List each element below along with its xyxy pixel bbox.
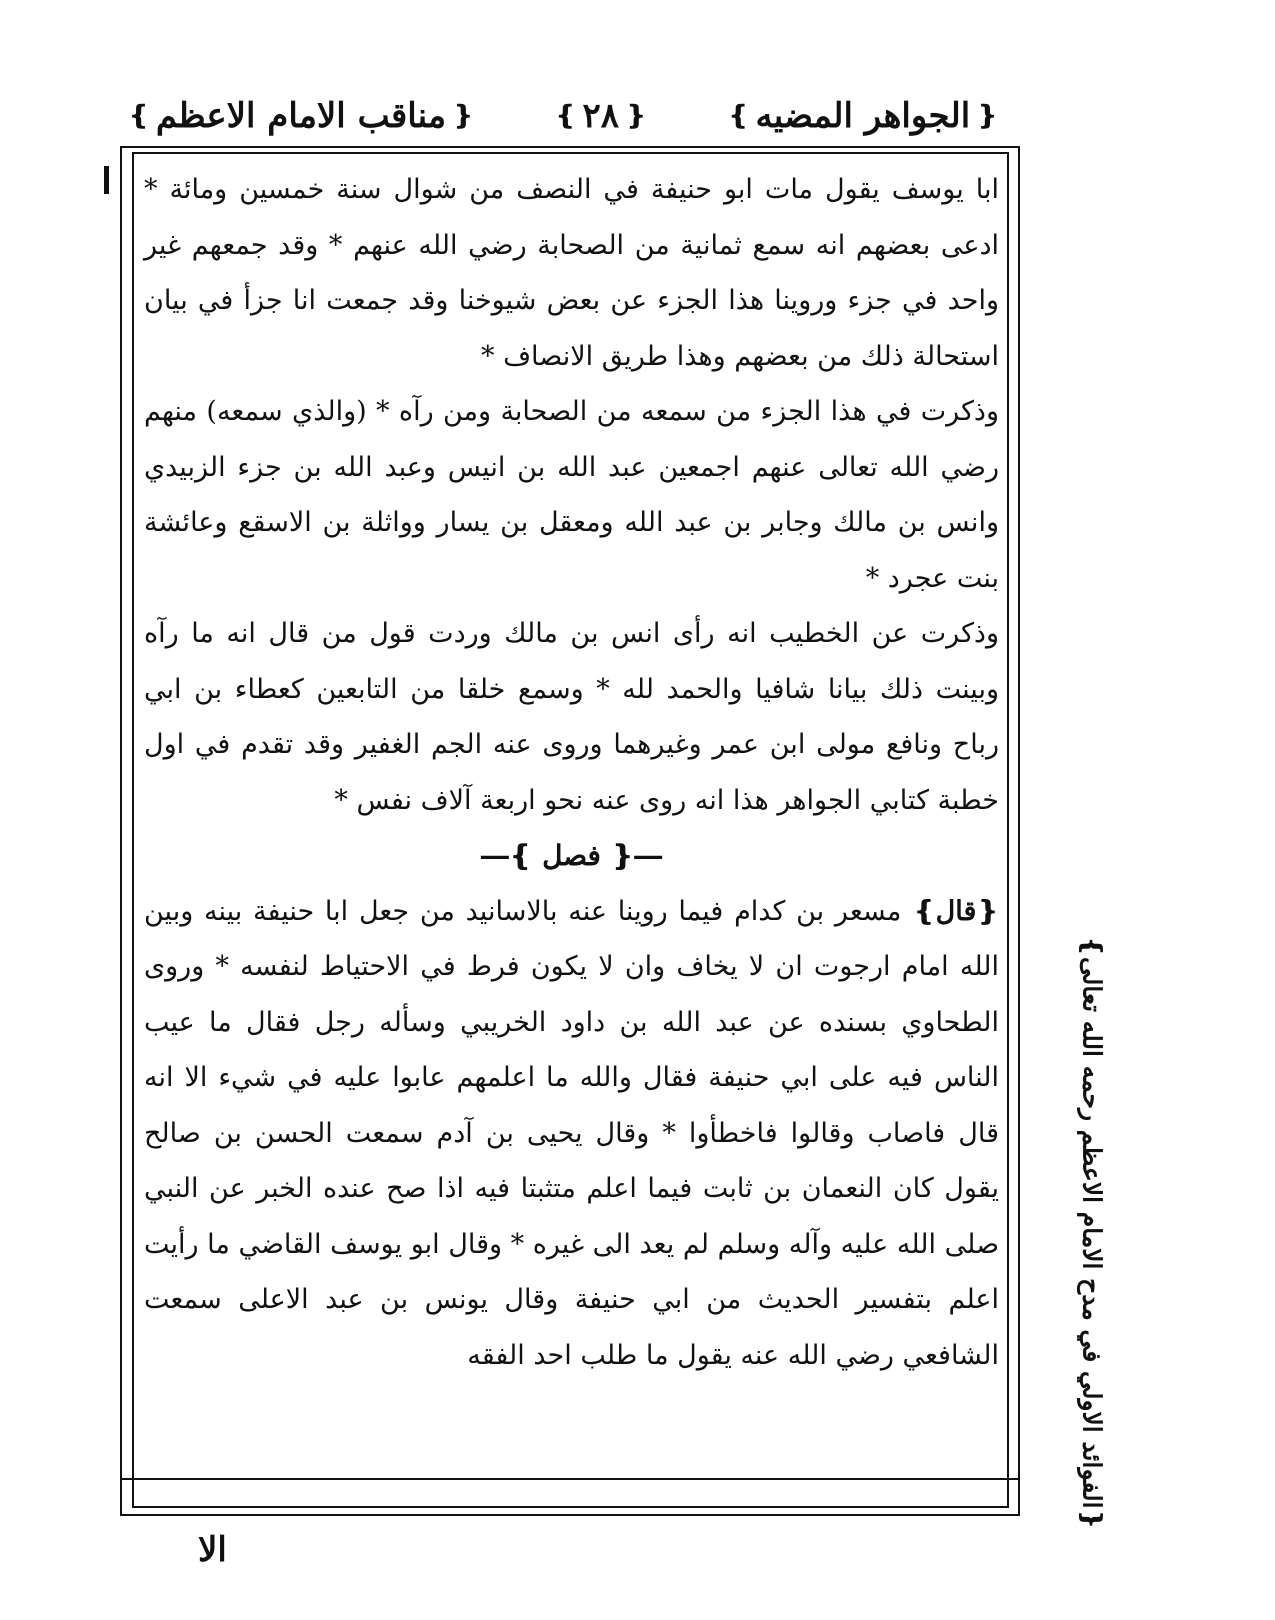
paragraph: وذكرت عن الخطيب انه رأى انس بن مالك وردت قول من قال انه ما رآه وبينت ذلك بيانا شافيا والحمد لله * وسمع خلقا من التابعين كعطاء بن ابي رباح ونافع مولى ابن عمر وغيرهما وروى عنه الجم الغفير وقد تقدم في اول خطبة كتابي الجواهر هذا انه روى عنه نحو اربعة آلاف نفس * [144, 618, 999, 816]
running-header [128, 86, 998, 146]
paragraph: ابا يوسف يقول مات ابو حنيفة في النصف من شوال سنة خمسين ومائة * ادعى بعضهم انه سمع ثمانية من الصحابة رضي الله عنهم * وقد جمعهم غير واحد في جزء وروينا هذا الجزء عن بعض شيوخنا وقد جمعت انا جزأ في بيان استحالة ذلك من بعضهم وهذا طريق الانصاف * [144, 174, 999, 372]
section-heading: ―❴ فصل ❵― [480, 839, 663, 872]
main-text [144, 162, 999, 1383]
ornament-icon: ❵ [128, 101, 150, 131]
ornament-icon: ❴ [976, 101, 998, 131]
paragraph-lead: ❴قال❵ [901, 895, 999, 927]
header-page-number: ❴ ٢٨ ❵ [554, 96, 647, 136]
margin-mark [104, 166, 109, 194]
header-book-title: ❴ الجواهر المضيه ❵ [727, 96, 998, 136]
ornament-icon: ❵ [1077, 936, 1107, 958]
catchword: الا [198, 1530, 227, 1570]
ornament-icon: ❵― [480, 839, 543, 872]
header-section-title: ❴ مناقب الامام الاعظم ❵ [128, 96, 474, 136]
frame-divider [120, 1478, 1020, 1480]
ornament-icon: ―❴ [600, 839, 663, 872]
paragraph: ❴قال❵ مسعر بن كدام فيما روينا عنه بالاسانيد من جعل ابا حنيفة بينه وبين الله امام ارجوت ان لا يخاف وان لا يكون فرط في الاحتياط لنفسه * وروى الطحاوي بسنده عن عبد الله بن داود الخريبي وسأله رجل فقال ما عيب الناس فيه على ابي حنيفة فقال والله ما اعلمهم عابوا عليه في شيء الا انه قال فاصاب وقالوا فاخطأوا * وقال يحيى بن آدم سمعت الحسن بن صالح يقول كان النعمان بن ثابت فيما اعلم متثبتا فيه اذا صح عنده الخبر عن النبي صلى الله عليه وآله وسلم لم يعد الى غيره * وقال ابو يوسف القاضي ما رأيت اعلم بتفسير الحديث من ابي حنيفة وقال يونس بن عبد الاعلى سمعت الشافعي رضي الله عنه يقول ما طلب احد الفقه [144, 895, 999, 1371]
ornament-icon: ❵ [727, 101, 750, 131]
ornament-icon: ❵ [554, 101, 577, 131]
paragraph: وذكرت في هذا الجزء من سمعه من الصحابة ومن رآه * (والذي سمعه) منهم رضي الله تعالى عنهم اجمعين عبد الله بن انيس وعبد الله بن جزء الزبيدي وانس بن مالك وجابر بن عبد الله ومعقل بن يسار وواثلة بن الاسقع وعائشة بنت عجرد * [144, 396, 999, 594]
ornament-icon: ❴ [452, 101, 474, 131]
margin-title [1062, 936, 1122, 1530]
margin-title-text: ❴الفوائد الاولي في مدح الامام الاعظم رحمه الله تعالى❵ [1077, 936, 1107, 1530]
ornament-icon: ❴ [1077, 1508, 1107, 1530]
ornament-icon: ❴ [625, 101, 647, 131]
